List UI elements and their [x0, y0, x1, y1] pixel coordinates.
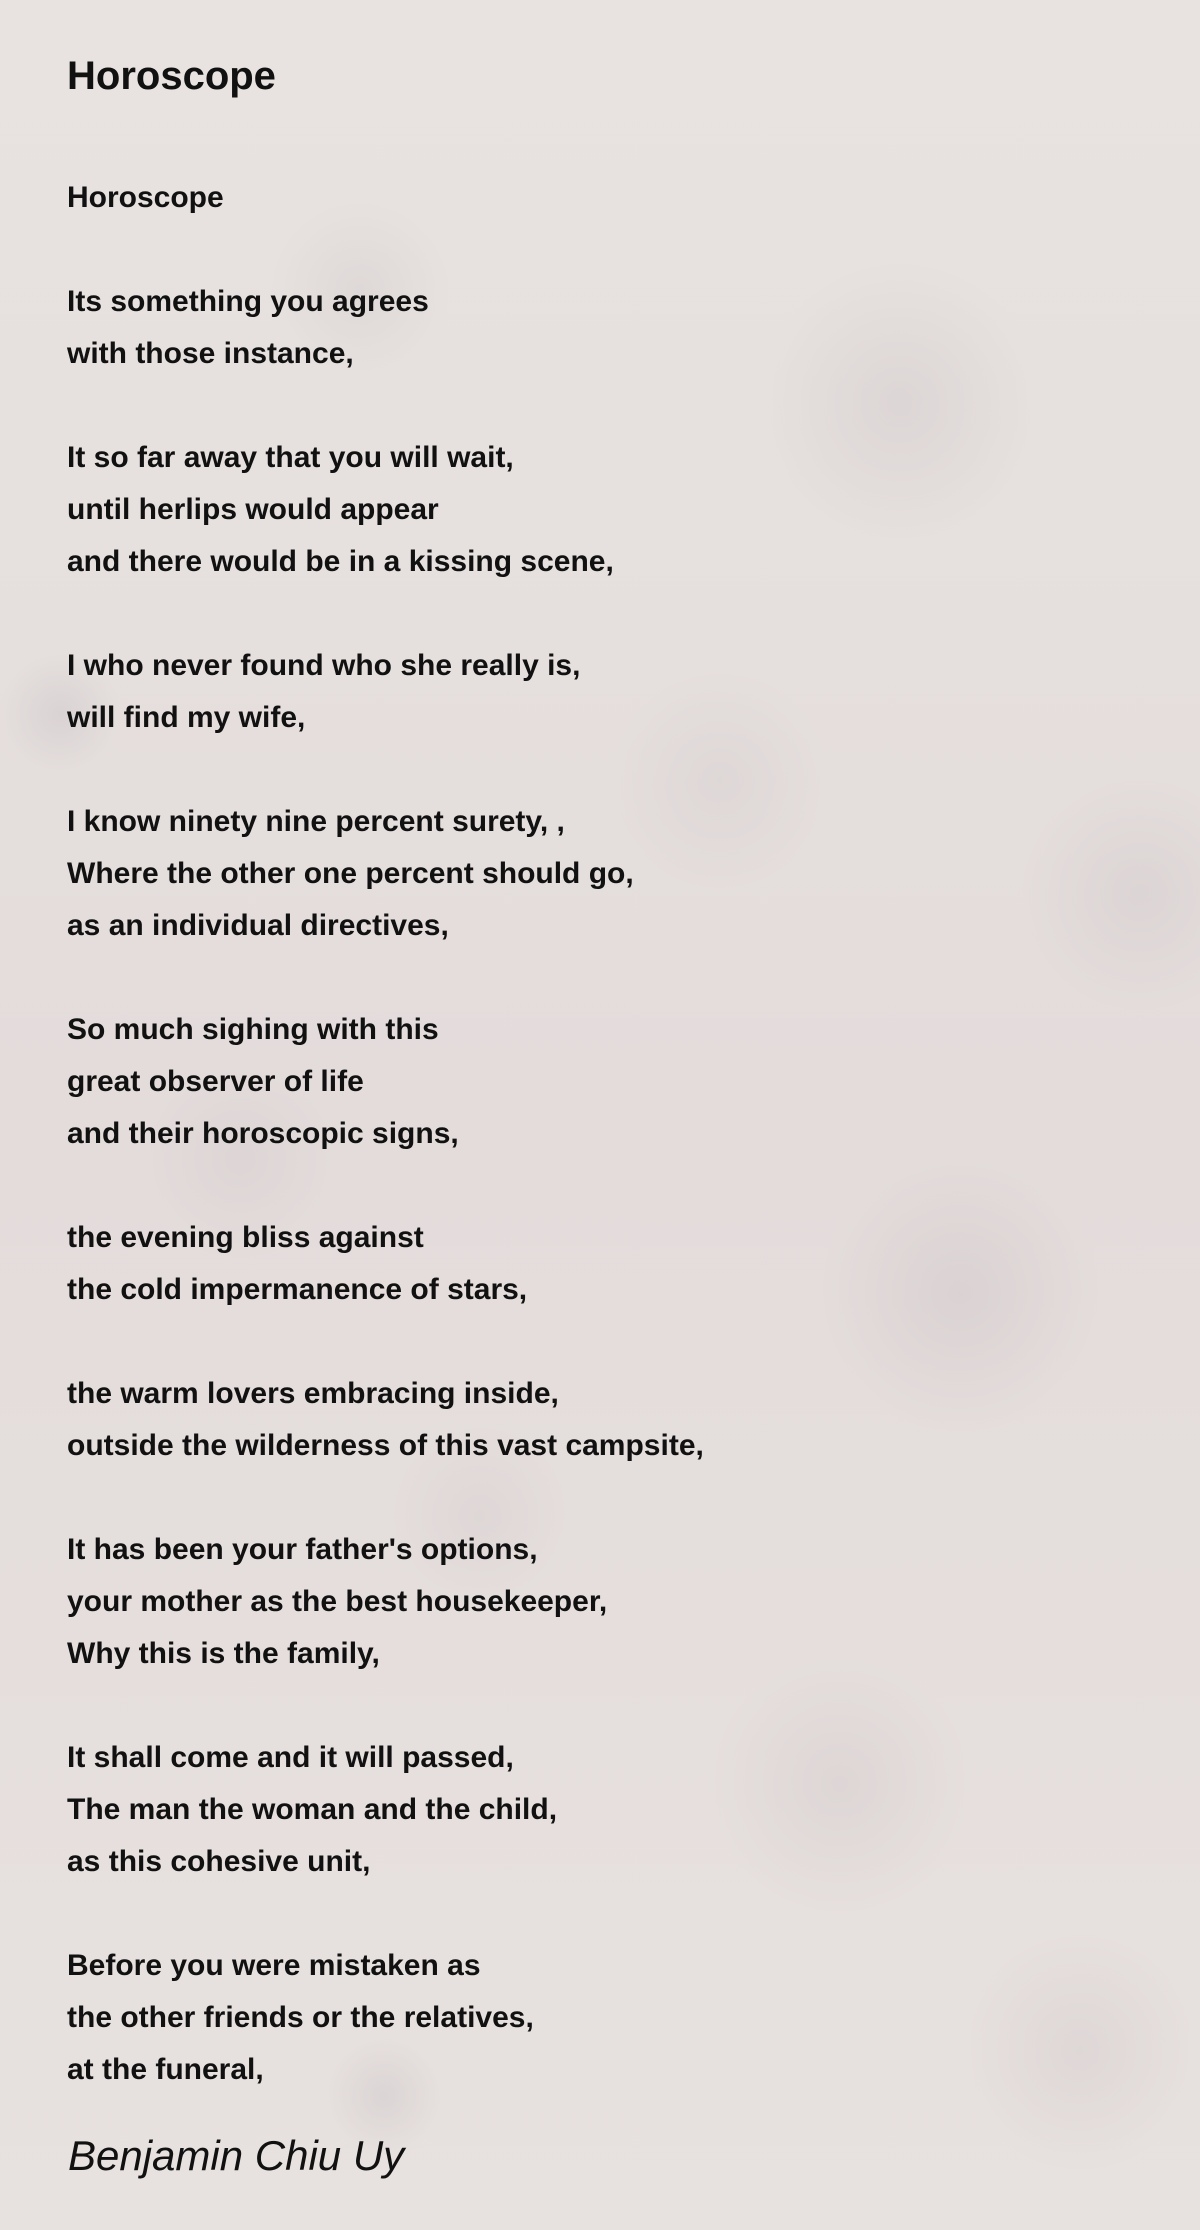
poem-line: and their horoscopic signs, [67, 1117, 459, 1150]
poem-line: Where the other one percent should go, [67, 857, 634, 890]
stanza [67, 1212, 1147, 1316]
poem-line: It has been your father's options, [67, 1533, 538, 1566]
poem-line: It so far away that you will wait, [67, 441, 514, 474]
stanza [67, 432, 1147, 588]
poem-page [67, 48, 1147, 2148]
poem-line: with those instance, [67, 337, 354, 370]
poem-line: Horoscope [67, 181, 224, 214]
poem-line: The man the woman and the child, [67, 1793, 558, 1826]
stanza [67, 640, 1147, 744]
stanza [67, 1004, 1147, 1160]
poem-line: outside the wilderness of this vast campsite, [67, 1429, 704, 1462]
poem-line: will find my wife, [67, 701, 306, 734]
poem-line: Why this is the family, [67, 1637, 380, 1670]
poem-line: your mother as the best housekeeper, [67, 1585, 608, 1618]
stanza [67, 172, 1147, 224]
poem-line: as this cohesive unit, [67, 1845, 371, 1878]
poem-line: the warm lovers embracing inside, [67, 1377, 559, 1410]
poem-line: and there would be in a kissing scene, [67, 545, 614, 578]
poem-line: So much sighing with this [67, 1013, 439, 1046]
poem-line: I know ninety nine percent surety, , [67, 805, 565, 838]
poem-body [67, 172, 1147, 2096]
poem-line: great observer of life [67, 1065, 364, 1098]
poem-title: Horoscope [67, 54, 276, 98]
stanza [67, 1732, 1147, 1888]
poem-line: Its something you agrees [67, 285, 429, 318]
poem-line: Before you were mistaken as [67, 1949, 481, 1982]
poem-line: I who never found who she really is, [67, 649, 581, 682]
poem-line: as an individual directives, [67, 909, 449, 942]
stanza [67, 796, 1147, 952]
poem-author: Benjamin Chiu Uy [68, 2132, 405, 2179]
stanza [67, 1368, 1147, 1472]
stanza [67, 1524, 1147, 1680]
poem-line: until herlips would appear [67, 493, 439, 526]
poem-line: the cold impermanence of stars, [67, 1273, 528, 1306]
poem-line: at the funeral, [67, 2053, 264, 2086]
poem-line: the evening bliss against [67, 1221, 424, 1254]
stanza [67, 276, 1147, 380]
poem-line: the other friends or the relatives, [67, 2001, 534, 2034]
poem-line: It shall come and it will passed, [67, 1741, 514, 1774]
stanza [67, 1940, 1147, 2096]
